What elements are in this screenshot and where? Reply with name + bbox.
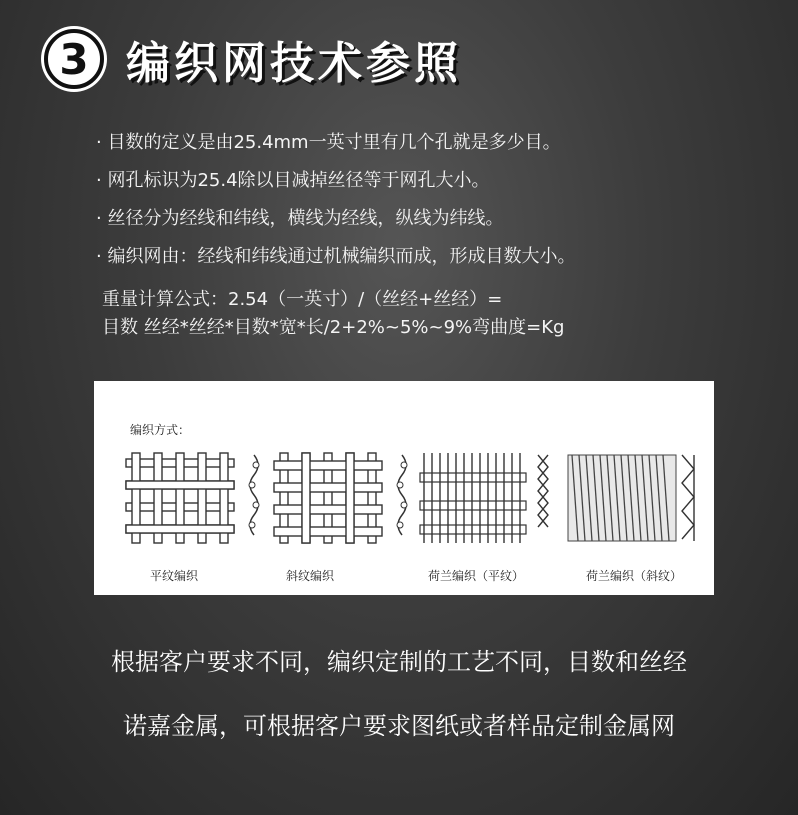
dutch-twill-weave-diagram: [564, 451, 714, 551]
closing-line: 诺嘉金属，可根据客户要求图纸或者样品定制金属网: [123, 712, 675, 740]
plain-weave-diagram: [122, 451, 272, 551]
list-item: · 丝径分为经线和纬线，横线为经线，纵线为纬线。: [96, 208, 504, 229]
twill-weave-diagram: [270, 451, 420, 551]
section-number-badge: 3: [44, 29, 104, 89]
weave-label: 荷兰编织（平纹）: [428, 569, 525, 583]
weave-types-figure: [94, 381, 714, 595]
formula-line: 目数 丝经*丝经*目数*宽*长/2+2%~5%~9%弯曲度=Kg: [102, 317, 565, 338]
section-header: [44, 26, 462, 92]
weave-label: 荷兰编织（斜纹）: [586, 569, 683, 583]
list-item: · 编织网由：经线和纬线通过机械编织而成，形成目数大小。: [96, 246, 576, 267]
closing-line: 根据客户要求不同，编织定制的工艺不同，目数和丝经: [111, 648, 687, 676]
definition-list: [96, 124, 736, 276]
weight-formula: [102, 286, 564, 342]
weave-label: 斜纹编织: [286, 569, 335, 583]
list-item: · 目数的定义是由25.4mm一英寸里有几个孔就是多少目。: [96, 132, 561, 153]
section-title: 编织网技术参照: [126, 38, 462, 89]
dutch-plain-weave-diagram: [416, 451, 566, 551]
figure-title: 编织方式：: [130, 423, 191, 437]
formula-line: 重量计算公式：2.54（一英寸）/（丝经+丝经）=: [102, 289, 503, 310]
weave-label: 平纹编织: [150, 569, 199, 583]
list-item: · 网孔标识为25.4除以目减掉丝径等于网孔大小。: [96, 170, 490, 191]
